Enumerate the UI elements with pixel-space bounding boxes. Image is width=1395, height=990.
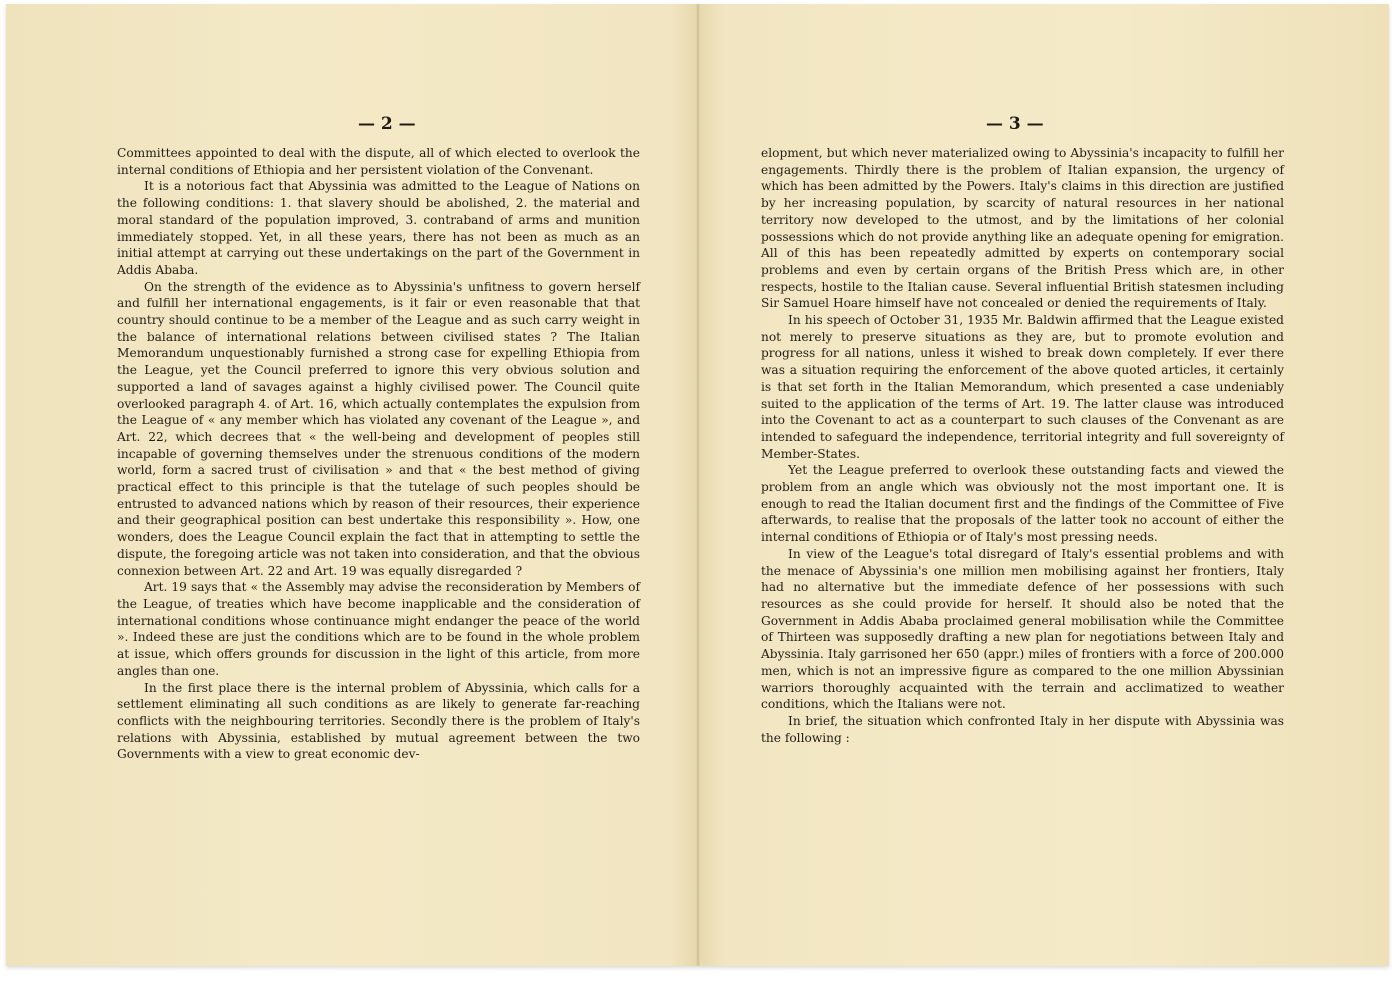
left-paragraph-1: Committees appointed to deal with the dispute, all of which elected to overlook the internal conditions of Ethiopia and her persistent violation of the Convenant. [117, 146, 640, 177]
left-paragraph-2: It is a notorious fact that Abyssinia was admitted to the League of Nations on the following conditions: 1. that slavery should be abolished, 2. the material and moral standard of the population improved, 3. contraband of arms and munition immediately stopped. Yet, in all these years, there has not been as much as an initial attempt at carrying out these undertakings on the part of the Government in Addis Ababa. [117, 179, 640, 277]
right-paragraph-3: Yet the League preferred to overlook these outstanding facts and viewed the problem from an angle which was obviously not the most important one. It is enough to read the Italian document first and the findings of the Committee of Five afterwards, to realise that the proposals of the latter took no account of either the internal conditions of Ethiopia or of Italy's most pressing needs. [761, 463, 1284, 545]
right-paragraph-1: elopment, but which never materialized owing to Abyssinia's incapacity to fulfill her engagements. Thirdly there is the problem of Italian expansion, the urgency of which has been admitted by the Powers. Italy's claims in this direction are justified by her increasing population, by scarcity of natural resources in her national territory now developed to the utmost, and by the limitations of her colonial possessions which do not provide anything like an adequate opening for emigration. All of this has been repeatedly admitted by experts on contemporary social problems and even by certain organs of the British Press which are, in other respects, hostile to the Italian cause. Several influential British statesmen including Sir Samuel Hoare himself have not concealed or denied the requirements of Italy. [761, 146, 1284, 311]
left-page [6, 4, 696, 966]
left-page-text [117, 145, 640, 763]
left-page-number: — 2 — [358, 114, 416, 134]
left-paragraph-5: In the first place there is the internal problem of Abyssinia, which calls for a settlement eliminating all such conditions as are likely to generate far-reaching conflicts with the neighbouring territories. Secondly there is the problem of Italy's relations with Abyssinia, established by mutual agreement between the two Governments with a view to great economic dev- [117, 680, 640, 762]
right-page-text [761, 145, 1284, 746]
right-page-number: — 3 — [986, 114, 1044, 134]
right-paragraph-5: In brief, the situation which confronted Italy in her dispute with Abyssinia was the following : [761, 713, 1284, 745]
right-paragraph-4: In view of the League's total disregard of Italy's essential problems and with the menace of Abyssinia's one million men mobilising against her frontiers, Italy had no alternative but the immediate defence of her possessions with such resources as she could provide for herself. It should also be noted that the Government in Addis Ababa proclaimed general mobilisation while the Committee of Thirteen was supposedly drafting a new plan for negotiations between Italy and Abyssinia. Italy garrisoned her 650 (appr.) miles of frontiers with a force of 200.000 men, which is not an impressive figure as compared to the one million Abyssinian warriors thoroughly acquainted with the terrain and acclimatized to weather conditions, which the Italians were not. [761, 546, 1284, 712]
left-paragraph-4: Art. 19 says that « the Assembly may advise the reconsideration by Members of the League, of treaties which have become inapplicable and the consideration of international conditions whose continuance might endanger the peace of the world ». Indeed these are just the conditions which are to be found in the whole problem at issue, which offers grounds for discussion in the light of this article, from more angles than one. [117, 580, 640, 678]
right-page [700, 4, 1389, 966]
left-paragraph-3: On the strength of the evidence as to Abyssinia's unfitness to govern herself and fulfill her international engagements, is it fair or even reasonable that that country should continue to be a member of the League and as such carry weight in the balance of international relations between civilised states ? The Italian Memorandum unquestionably furnished a strong case for expelling Ethiopia from the League, yet the Council preferred to ignore this very obvious solution and supported a land of savages against a highly civilised power. The Council quite overlooked paragraph 4. of Art. 16, which actually contemplates the expulsion from the League of « any member which has violated any covenant of the League », and Art. 22, which decrees that « the well-being and development of peoples still incapable of governing themselves under the strenuous conditions of the modern world, form a sacred trust of civilisation » and that « the best method of giving practical effect to this principle is that the tutelage of such peoples should be entrusted to advanced nations which by reason of their resources, their experience and their geographical position can best undertake this responsibility ». How, one wonders, does the League Council explain the fact that in attempting to settle the dispute, the foregoing article was not taken into consideration, and that the obvious connexion between Art. 22 and Art. 19 was equally disregarded ? [117, 279, 640, 578]
right-paragraph-2: In his speech of October 31, 1935 Mr. Baldwin affirmed that the League existed not merely to preserve situations as they are, but to promote evolution and progress for all nations, unless it wished to break down completely. If ever there was a situation requiring the enforcement of the above quoted articles, it certainly is that set forth in the Italian Memorandum, which presented a case undeniably suited to the application of the terms of Art. 19. The latter clause was introduced into the Covenant to act as a counterpart to such clauses of the Convenant as are intended to safeguard the independence, territorial integrity and full sovereignty of Member-States. [761, 313, 1284, 461]
booklet-spread [6, 4, 1389, 966]
